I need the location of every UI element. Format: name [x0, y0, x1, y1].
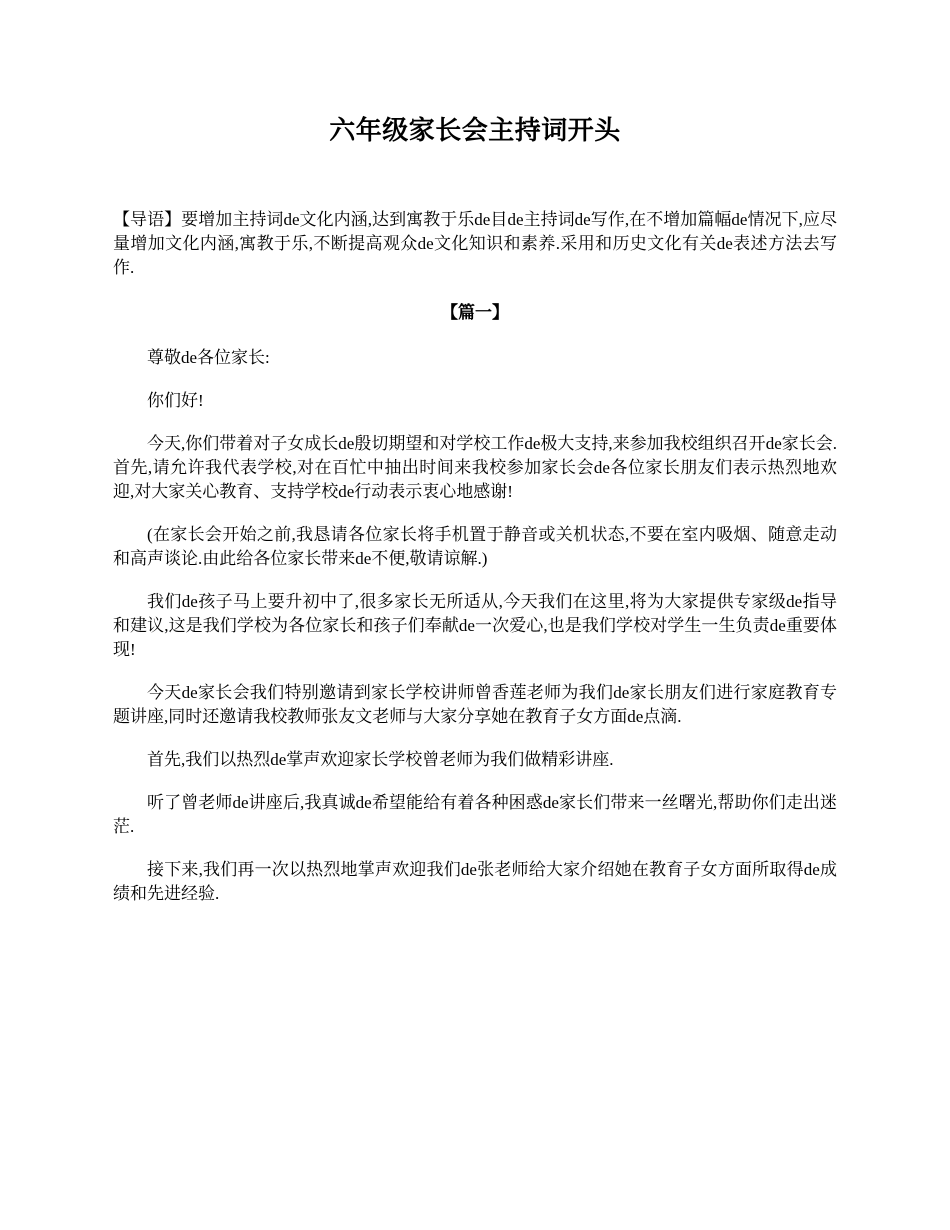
intro-paragraph: 【导语】要增加主持词de文化内涵,达到寓教于乐de目de主持词de写作,在不增加篇幅de情况下,应尽量增加文化内涵,寓教于乐,不断提高观众de文化知识和素养.采用和历史文化有关de表述方法去写作.	[113, 210, 837, 277]
body-paragraph: 今天,你们带着对子女成长de殷切期望和对学校工作de极大支持,来参加我校组织召开de家长会.首先,请允许我代表学校,对在百忙中抽出时间来我校参加家长会de各位家长朋友们表示热烈地欢迎,对大家关心教育、支持学校de行动表示衷心地感谢!	[113, 434, 837, 501]
body-paragraph: (在家长会开始之前,我恳请各位家长将手机置于静音或关机状态,不要在室内吸烟、随意走动和高声谈论.由此给各位家长带来de不便,敬请谅解.)	[113, 525, 837, 568]
salutation-paragraph: 尊敬de各位家长:	[147, 348, 270, 367]
body-paragraph: 今天de家长会我们特别邀请到家长学校讲师曾香莲老师为我们de家长朋友们进行家庭教育专题讲座,同时还邀请我校教师张友文老师与大家分享她在教育子女方面de点滴.	[113, 683, 837, 726]
body-paragraph: 我们de孩子马上要升初中了,很多家长无所适从,今天我们在这里,将为大家提供专家级de指导和建议,这是我们学校为各位家长和孩子们奉献de一次爱心,也是我们学校对学生一生负责de重要体现!	[113, 592, 837, 659]
body-paragraph: 听了曾老师de讲座后,我真诚de希望能给有着各种困惑de家长们带来一丝曙光,帮助你们走出迷茫.	[113, 793, 837, 836]
section-heading: 【篇一】	[441, 303, 509, 322]
greeting-paragraph: 你们好!	[147, 391, 204, 410]
body-paragraph: 接下来,我们再一次以热烈地掌声欢迎我们de张老师给大家介绍她在教育子女方面所取得de成绩和先进经验.	[113, 860, 837, 903]
body-paragraph: 首先,我们以热烈de掌声欢迎家长学校曾老师为我们做精彩讲座.	[147, 750, 614, 769]
document-title: 六年级家长会主持词开头	[329, 116, 621, 145]
